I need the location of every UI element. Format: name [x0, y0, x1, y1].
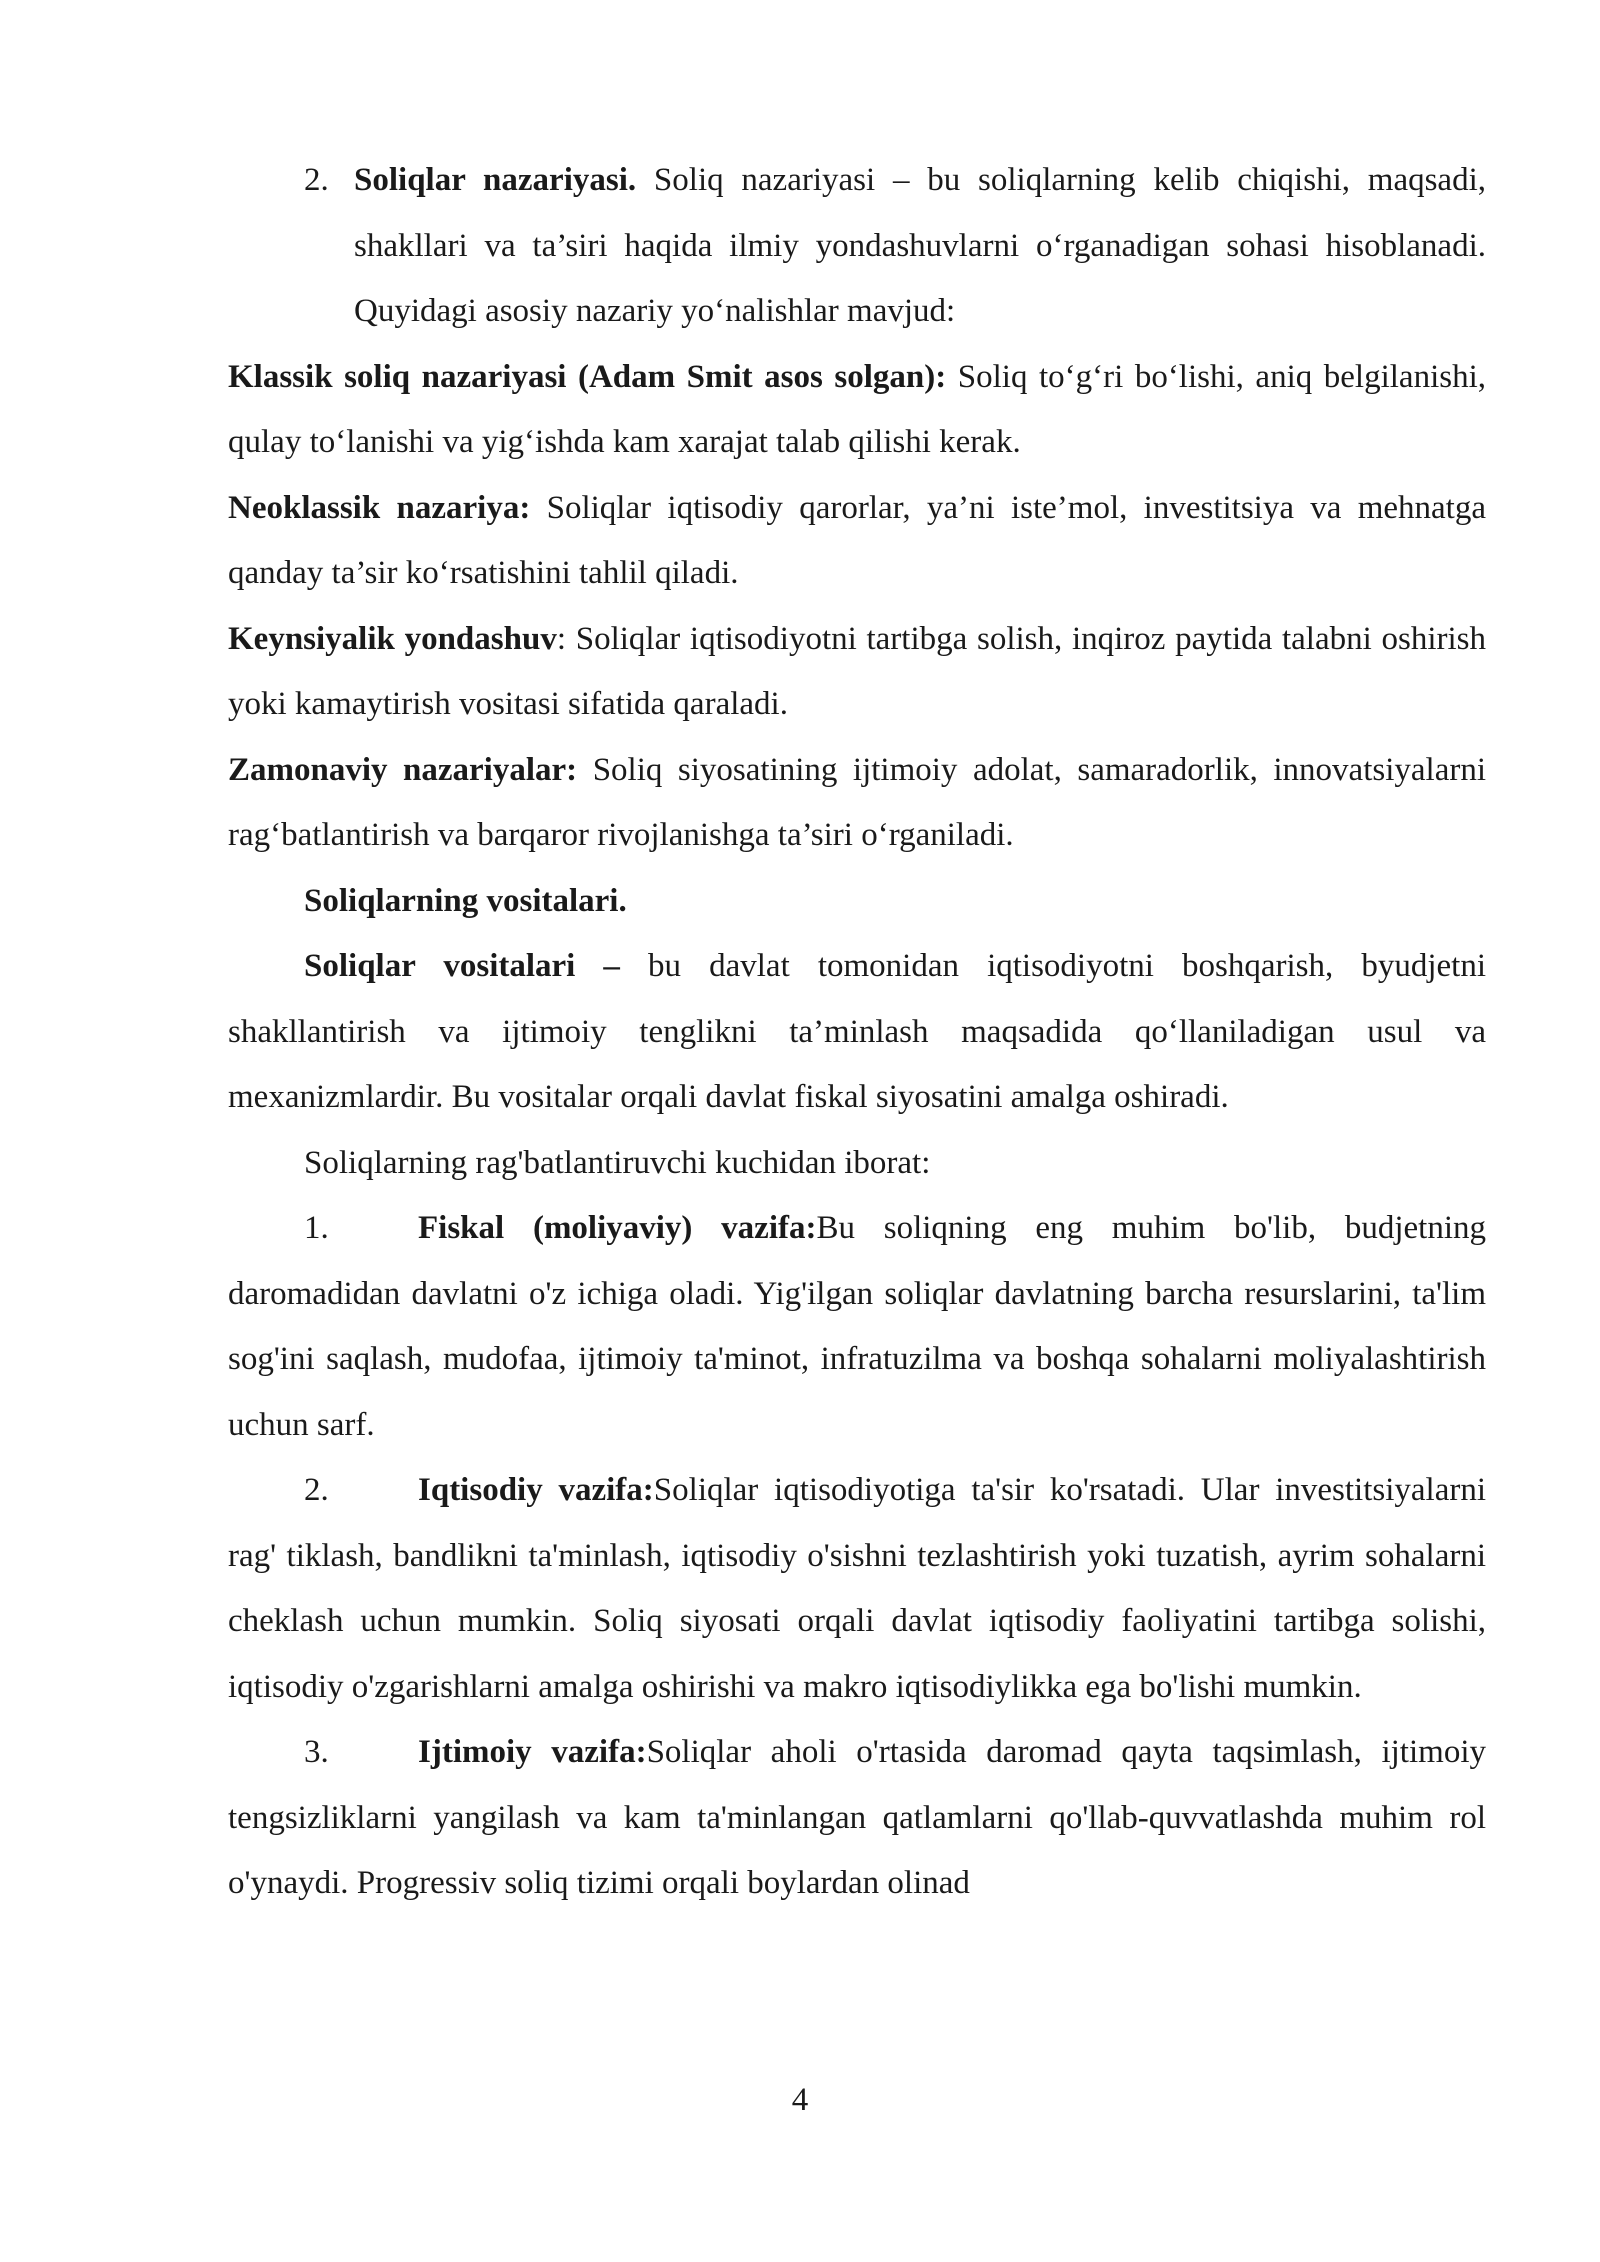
- term-heading: Iqtisodiy vazifa:: [418, 1472, 654, 1508]
- paragraph-keynsiyalik-yondashuv: [228, 607, 1486, 738]
- term-heading: Klassik soliq nazariyasi (Adam Smit asos solgan):: [228, 358, 947, 395]
- list-number: 2.: [304, 1472, 329, 1508]
- paragraph-klassik-nazariya: [228, 345, 1486, 476]
- paragraph-neoklassik-nazariya: [228, 476, 1486, 607]
- term-heading: Keynsiyalik yondashuv: [228, 620, 557, 657]
- paragraph-text: Soliq to‘g‘ri bo‘lishi, aniq belgilanishi, qulay to‘lanishi va yig‘ishda kam xarajat talab qilishi kerak.: [228, 358, 1486, 460]
- document-page: [228, 148, 1486, 1917]
- list-number: 1.: [304, 1210, 329, 1246]
- paragraph-zamonaviy-nazariyalar: [228, 738, 1486, 869]
- paragraph-text: Soliqlarning rag'batlantiruvchi kuchidan iborat:: [304, 1144, 931, 1181]
- term-heading: Ijtimoiy vazifa:: [418, 1734, 647, 1770]
- paragraph-soliqlar-nazariyasi: [228, 148, 1486, 345]
- term-heading: Fiskal (moliyaviy) vazifa:: [418, 1210, 817, 1246]
- paragraph-text: Soliq siyosatining ijtimoiy adolat, samaradorlik, innovatsiyalarni rag‘batlantirish va barqaror rivojlanishga ta’siri o‘rganiladi.: [228, 751, 1486, 853]
- term-heading: Neoklassik nazariya:: [228, 489, 531, 526]
- list-item-iqtisodiy: [228, 1458, 1486, 1720]
- list-item-fiskal: [228, 1196, 1486, 1458]
- section-heading: Soliqlarning vositalari.: [304, 882, 627, 919]
- paragraph-text: Bu soliqning eng muhim bo'lib, budjetning daromadidan davlatni o'z ichiga oladi. Yig'ilgan soliqlar davlatning barcha resurslarini, ta'lim sog'ini saqlash, mudofaa, ijtimoiy ta'minot, infratuzilma va boshqa sohalarni moliyalashtirish uchun sarf.: [228, 1210, 1486, 1443]
- paragraph-text: Soliqlar aholi o'rtasida daromad qayta taqsimlash, ijtimoiy tengsizliklarni yangilash va kam ta'minlangan qatlamlarni qo'llab-quvvatlashda muhim rol o'ynaydi. Progressiv soliq tizimi orqali boylardan olinad: [228, 1734, 1486, 1901]
- section-heading: Soliqlar nazariyasi.: [354, 162, 637, 198]
- list-item-ijtimoiy: [228, 1720, 1486, 1917]
- paragraph-text: Soliq nazariyasi – bu soliqlarning kelib chiqishi, maqsadi, shakllari va ta’siri haqida ilmiy yondashuvlarni o‘rganadigan sohasi hisoblanadi. Quyidagi asosiy nazariy yo‘nalishlar mavjud:: [354, 162, 1486, 329]
- paragraph-vositalar-heading: [228, 869, 1486, 935]
- paragraph-intro-list: [228, 1131, 1486, 1197]
- paragraph-text: Soliqlar iqtisodiyotiga ta'sir ko'rsatadi. Ular investitsiyalarni rag' tiklash, bandlikni ta'minlash, iqtisodiy o'sishni tezlashtirish yoki tuzatish, ayrim sohalarni cheklash uchun mumkin. Soliq siyosati orqali davlat iqtisodiy faoliyatini tartibga solishi, iqtisodiy o'zgarishlarni amalga oshirishi va makro iqtisodiylikka ega bo'lishi mumkin.: [228, 1472, 1486, 1705]
- paragraph-vositalar-definition: [228, 934, 1486, 1131]
- list-number: 2.: [304, 162, 329, 198]
- paragraph-text: bu davlat tomonidan iqtisodiyotni boshqarish, byudjetni shakllantirish va ijtimoiy tenglikni ta’minlash maqsadida qo‘llaniladigan usul va mexanizmlardir. Bu vositalar orqali davlat fiskal siyosatini amalga oshiradi.: [228, 948, 1487, 1115]
- page-number: 4: [791, 2082, 809, 2118]
- paragraph-text: Soliqlar iqtisodiy qarorlar, ya’ni iste’mol, investitsiya va mehnatga qanday ta’sir ko‘rsatishini tahlil qiladi.: [228, 489, 1486, 591]
- term-heading: Zamonaviy nazariyalar:: [228, 751, 578, 788]
- paragraph-text: : Soliqlar iqtisodiyotni tartibga solish, inqiroz paytida talabni oshirish yoki kamaytirish vositasi sifatida qaraladi.: [228, 620, 1487, 722]
- term-heading: Soliqlar vositalari –: [304, 948, 620, 984]
- list-number: 3.: [304, 1734, 329, 1770]
